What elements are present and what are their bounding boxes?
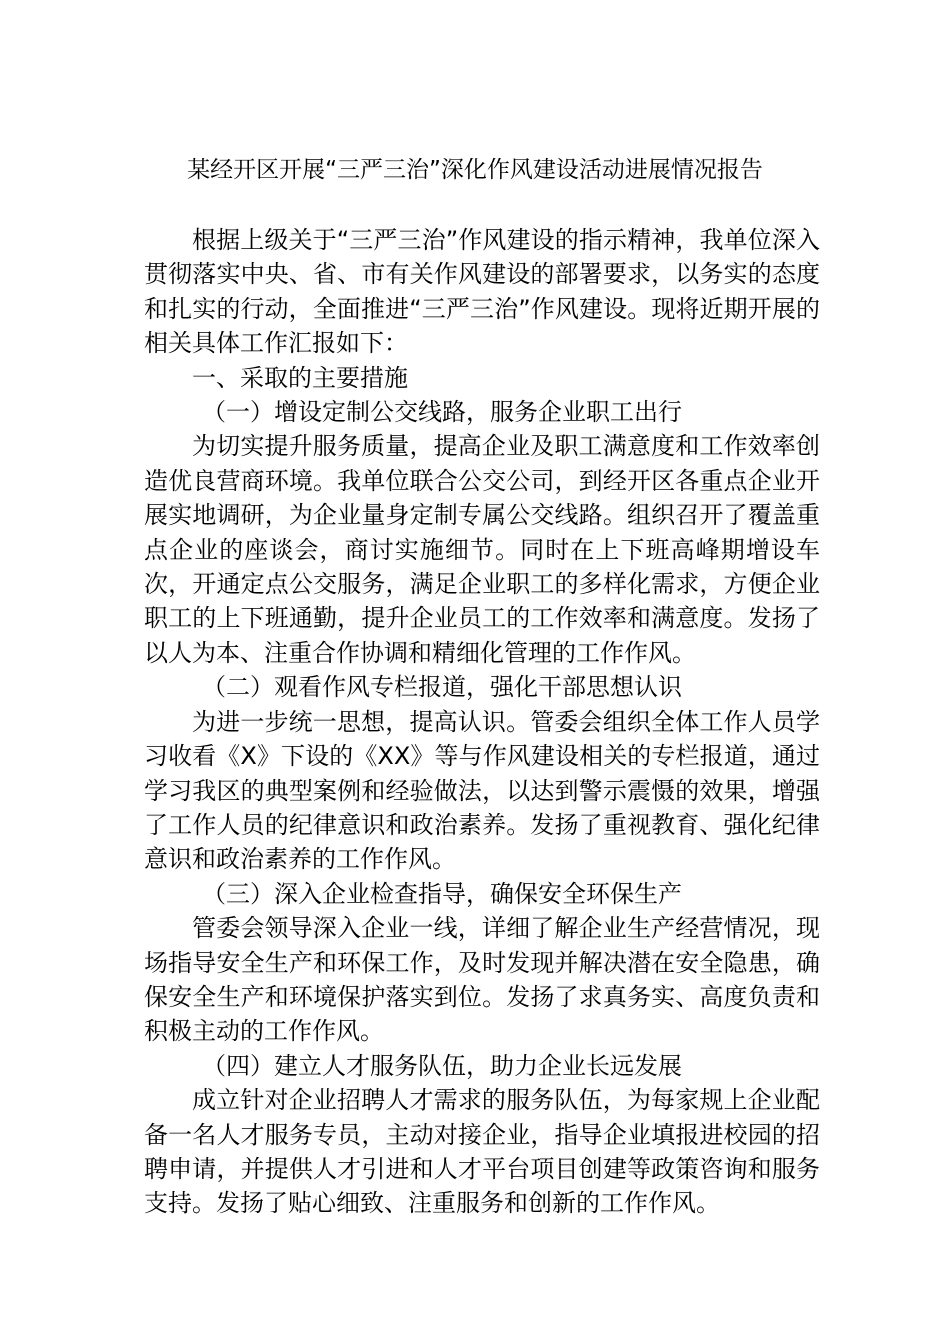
subsection-paragraph-talent-service: 成立针对企业招聘人才需求的服务队伍，为每家规上企业配备一名人才服务专员，主动对接企业，指导企业填报进校园的招聘申请，并提供人才引进和人才平台项目创建等政策咨询和服务支持。发扬了贴心细致、注重服务和创新的工作作风。 — [144, 1086, 820, 1218]
subsection-heading-talent-service: （四）建立人才服务队伍，助力企业长远发展 — [202, 1051, 682, 1080]
document-body — [144, 223, 820, 1221]
section-heading-measures: 一、采取的主要措施 — [192, 363, 408, 392]
subsection-heading-bus-routes: （一）增设定制公交线路，服务企业职工出行 — [202, 398, 682, 427]
subsection-heading-column-reports: （二）观看作风专栏报道，强化干部思想认识 — [202, 673, 682, 702]
subsection-paragraph-column-reports: 为进一步统一思想，提高认识。管委会组织全体工作人员学习收看《X》下设的《XX》等与作风建设相关的专栏报道，通过学习我区的典型案例和经验做法，以达到警示震慑的效果，增强了工作人员的纪律意识和政治素养。发扬了重视教育、强化纪律意识和政治素养的工作作风。 — [144, 707, 820, 874]
subsection-heading-safety-inspection: （三）深入企业检查指导，确保安全环保生产 — [202, 879, 682, 908]
subsection-paragraph-bus-routes: 为切实提升服务质量，提高企业及职工满意度和工作效率创造优良营商环境。我单位联合公交公司，到经开区各重点企业开展实地调研，为企业量身定制专属公交线路。组织召开了覆盖重点企业的座谈会，商讨实施细节。同时在上下班高峰期增设车次，开通定点公交服务，满足企业职工的多样化需求，方便企业职工的上下班通勤，提升企业员工的工作效率和满意度。发扬了以人为本、注重合作协调和精细化管理的工作作风。 — [144, 432, 820, 667]
intro-paragraph: 根据上级关于“三严三治”作风建设的指示精神，我单位深入贯彻落实中央、省、市有关作风建设的部署要求，以务实的态度和扎实的行动，全面推进“三严三治”作风建设。现将近期开展的相关具体工作汇报如下： — [144, 226, 820, 358]
subsection-paragraph-safety-inspection: 管委会领导深入企业一线，详细了解企业生产经营情况，现场指导安全生产和环保工作，及时发现并解决潜在安全隐患，确保安全生产和环境保护落实到位。发扬了求真务实、高度负责和积极主动的工作作风。 — [144, 914, 820, 1046]
document-title: 某经开区开展“三严三治”深化作风建设活动进展情况报告 — [187, 157, 763, 183]
